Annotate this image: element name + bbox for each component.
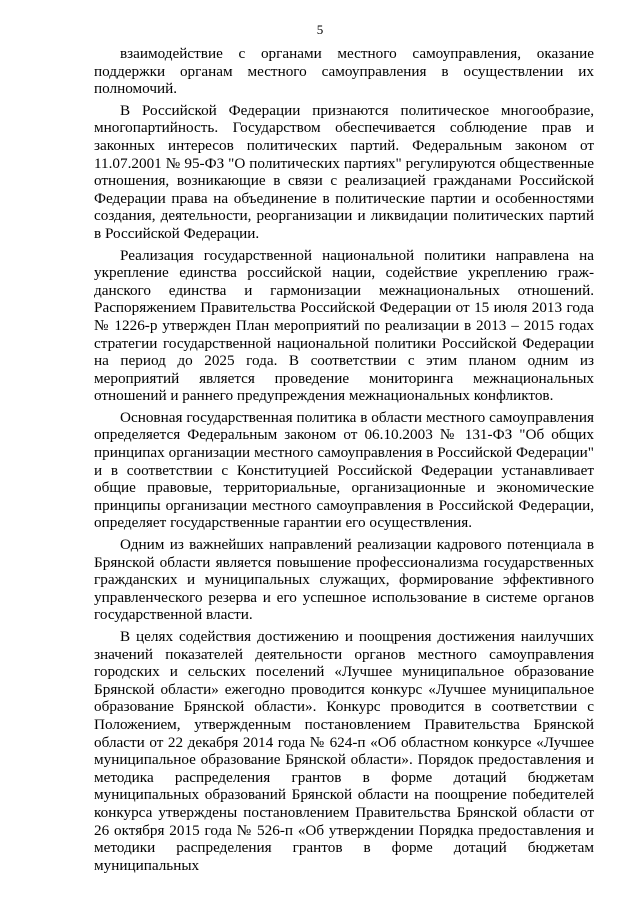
paragraph: Одним из важнейших направлений реализации кадрового потенциала в Брянской области является повышение профессионализма государственных гражданских и муниципальных служащих, формирование эффективного управленческого резерва и его успешное использование в системе органов государственной власти. [94,536,594,624]
paragraph: Основная государственная политика в области местного самоуправления определяется Федеральным законом от 06.10.2003 № 131-ФЗ "Об общих принципах организации местного самоуправления в Российской Федерации" и в соответствии с Конституцией Российской Федерации устанавливает общие правовые, территориальные, организационные и экономические принципы организации местного самоуправления в Российской Федерации, определяет государственные гарантии его осуществления. [94,408,594,532]
paragraph: В Российской Федерации признаются политическое многообразие, многопартийность. Государством обеспечивается соблюдение прав и законных интересов политических партий. Федеральным законом от 11.07.2001 № 95-ФЗ "О политических партиях" регулируются общественные отношения, возникающие в связи с реализацией гражданами Российской Федерации права на объединение в политические партии и особенностями создания, деятельности, реорганизации и ликвидации политических партий в Российской Федерации. [94,101,594,242]
document-body [94,45,594,878]
paragraph: Реализация государственной национальной политики направлена на укрепление единства российской нации, содействие укреплению гражданского единства и гармонизации межнациональных отношений. Распоряжением Правительства Российской Федерации от 15 июля 2013 года № 1226-р утвержден План мероприятий по реализации в 2013 – 2015 годах стратегии государственной национальной политики Российской Федерации на период до 2025 года. В соответствии с этим планом одним из мероприятий является проведение мониторинга межнациональных отношений и раннего предупреждения межнациональных конфликтов. [94,246,594,405]
paragraph: В целях содействия достижению и поощрения достижения наилучших значений показателей деятельности органов местного самоуправления городских и сельских поселений «Лучшее муниципальное образование Брянской области» ежегодно проводится конкурс «Лучшее муниципальное образование Брянской области». Конкурс проводится в соответствии с Положением, утвержденным постановлением Правительства Брянской области от 22 декабря 2014 года № 624-п «Об областном конкурсе «Лучшее муниципальное образование Брянской области». Порядок предоставления и методика распределения грантов в форме дотаций бюджетам муниципальных образований Брянской области на поощрение победителей конкурса утверждены постановлением Правительства Брянской области от 26 октября 2015 года № 526-п «Об утверждении Порядка предоставления и методики распределения грантов в форме дотаций бюджетам муниципальных [94,628,594,874]
page-number: 5 [316,22,324,37]
paragraph: взаимодействие с органами местного самоуправления, оказание поддержки органам местного самоуправления в осуществлении их полномочий. [94,45,594,98]
